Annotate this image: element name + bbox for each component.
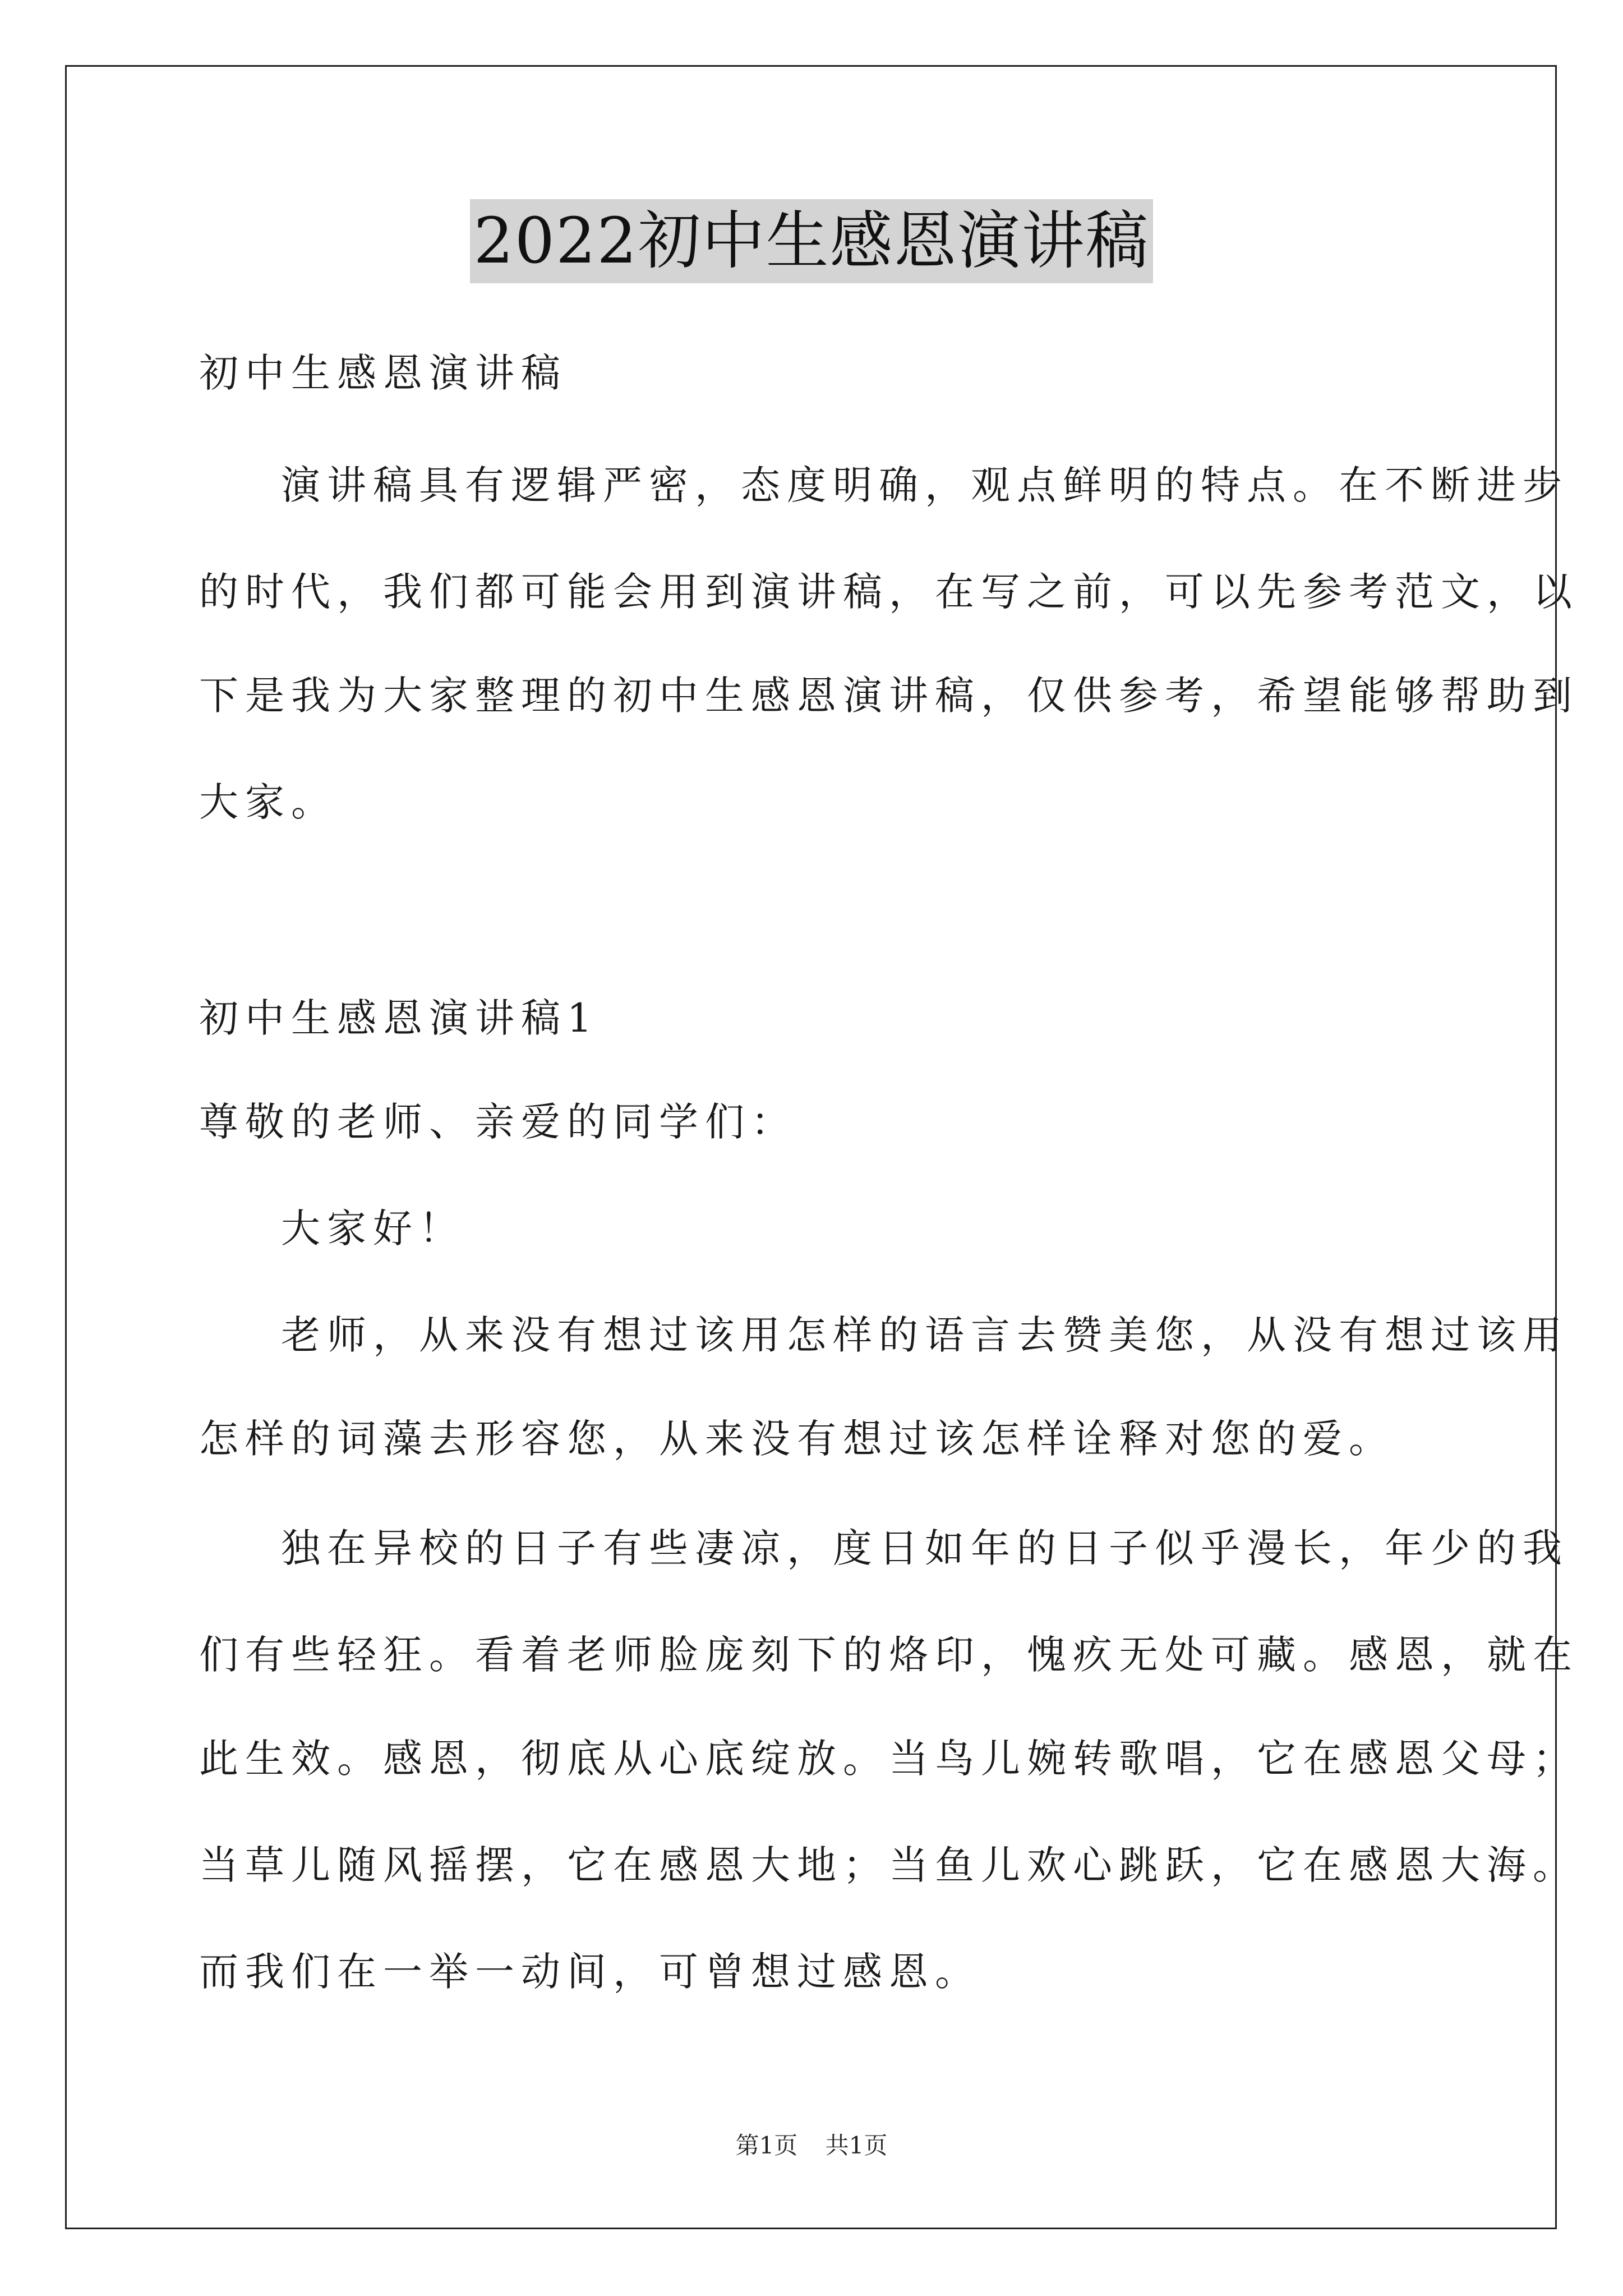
intro-line: 下是我为大家整理的初中生感恩演讲稿，仅供参考，希望能够帮助到 [199,673,1579,719]
document-title: 2022初中生感恩演讲稿 [470,199,1152,283]
page-number-current: 第1页 [735,2132,798,2159]
paragraph-line: 独在异校的日子有些凄凉，度日如年的日子似乎漫长，年少的我 [281,1525,1569,1571]
paragraph-line: 当草儿随风摇摆，它在感恩大地；当鱼儿欢心跳跃，它在感恩大海。 [199,1842,1579,1888]
title-container [0,199,1623,283]
section-heading: 初中生感恩演讲稿1 [199,995,599,1041]
paragraph-line: 们有些轻狂。看着老师脸庞刻下的烙印，愧疚无处可藏。感恩，就在 [199,1632,1579,1678]
salutation: 尊敬的老师、亲爱的同学们： [199,1099,797,1145]
page-footer [0,2129,1623,2162]
greeting: 大家好！ [281,1205,465,1251]
paragraph-line: 而我们在一举一动间，可曾想过感恩。 [199,1949,981,1995]
intro-line: 演讲稿具有逻辑严密，态度明确，观点鲜明的特点。在不断进步 [281,462,1569,508]
paragraph-line: 老师，从来没有想过该用怎样的语言去赞美您，从没有想过该用 [281,1312,1569,1358]
paragraph-line: 此生效。感恩，彻底从心底绽放。当鸟儿婉转歌唱，它在感恩父母； [199,1736,1579,1782]
intro-line: 的时代，我们都可能会用到演讲稿，在写之前，可以先参考范文，以 [199,569,1579,615]
paragraph-line: 怎样的词藻去形容您，从来没有想过该怎样诠释对您的爱。 [199,1416,1395,1462]
subtitle: 初中生感恩演讲稿 [199,350,567,396]
page-number-total: 共1页 [825,2132,888,2159]
intro-line: 大家。 [199,779,337,825]
